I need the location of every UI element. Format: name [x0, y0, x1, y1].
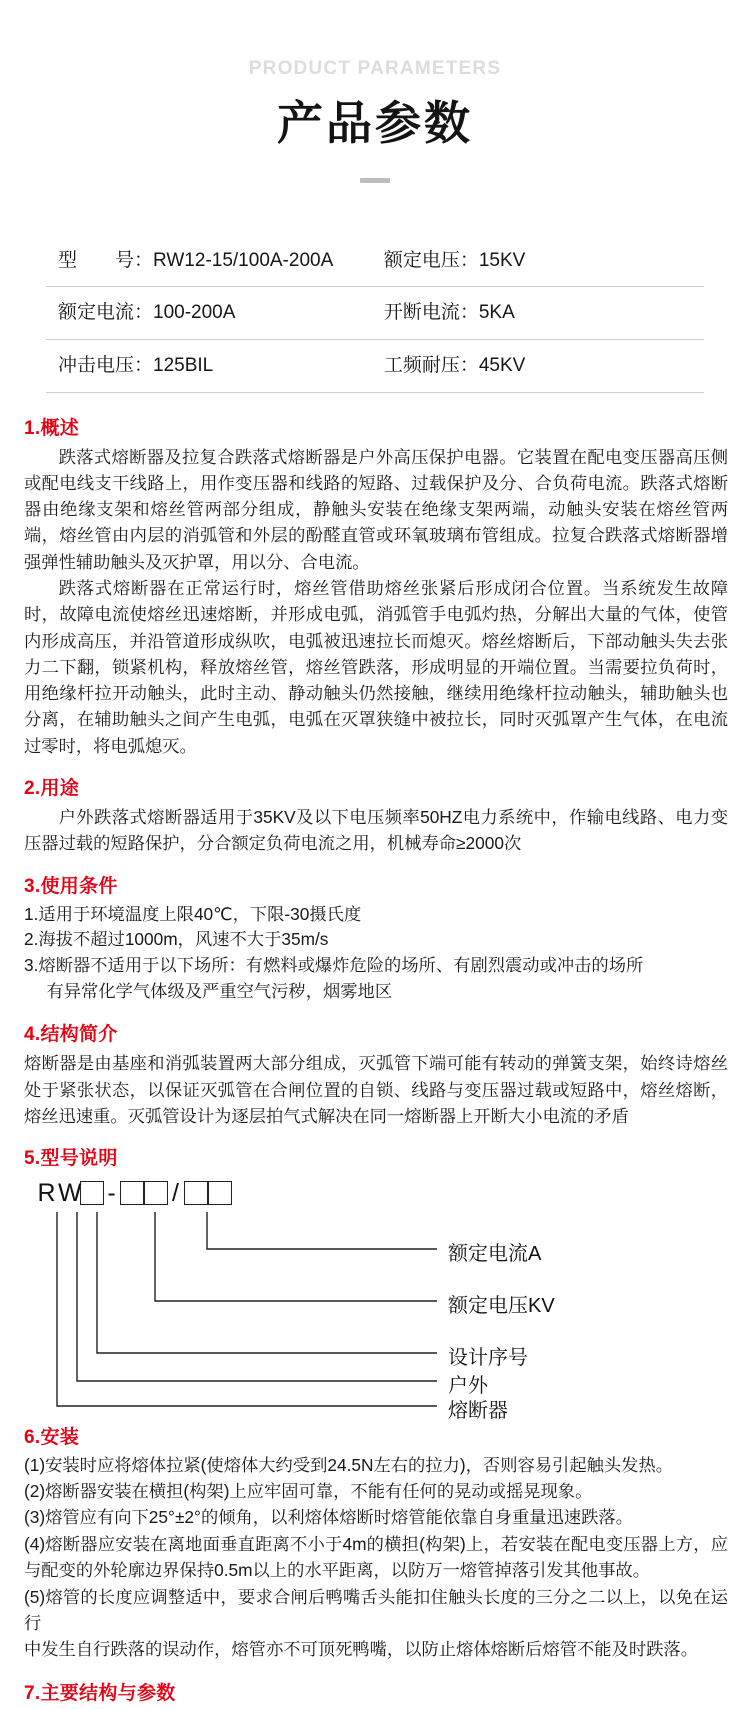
section-1-title: 1.概述 — [24, 417, 80, 439]
section-1-paragraph-1: 跌落式熔断器及拉复合跌落式熔断器是户外高压保护电器。它装置在配电变压器高压侧或配电线支干线路上，用作变压器和线路的短路、过载保护及分、合负荷电流。跌落式熔断器由绝缘支架和熔丝管两部分组成，静触头安装在绝缘支架两端，动触头安装在熔丝管两端，熔丝管由内层的消弧管和外层的酚醛直管或环氧玻璃布管组成。拉复合跌落式熔断器增强弹性辅助触头及灭护罩，用以分、合电流。 — [24, 446, 728, 572]
table-row — [46, 235, 704, 287]
section-3-item-1: 1.适用于环境温度上限40℃，下限-30摄氏度 — [24, 903, 362, 924]
content-body — [0, 413, 750, 1706]
spec-cell-impulse-voltage: 冲击电压：125BIL — [58, 354, 214, 376]
header-eyebrow: PRODUCT PARAMETERS — [248, 58, 502, 79]
section-3-title: 3.使用条件 — [24, 875, 118, 897]
model-code-diagram — [24, 1176, 728, 1423]
section-6-item-1: (1)安装时应将熔体拉紧(使熔体大约受到24.5N左右的拉力)，否则容易引起触头发热。 — [24, 1455, 674, 1476]
model-label-rated-current: 额定电流A — [448, 1243, 542, 1266]
page-header — [0, 0, 750, 183]
section-3-item-3-continuation: 有异常化学气体级及严重空气污秽，烟雾地区 — [46, 981, 393, 1002]
section-6-title: 6.安装 — [24, 1427, 80, 1449]
section-6-item-4: (4)熔断器应安装在离地面垂直距离不小于4m的横担(构架)上，若安装在配电变压器上方，应与配变的外轮廓边界保持0.5m以上的水平距离，以防万一熔管掉落引发其他事故。 — [24, 1533, 728, 1581]
section-2-title: 2.用途 — [24, 777, 80, 799]
section-5-title: 5.型号说明 — [24, 1148, 118, 1170]
section-3-item-2: 2.海拔不超过1000m，风速不大于35m/s — [24, 929, 329, 950]
model-letter-w: W — [58, 1178, 83, 1207]
model-slash: / — [172, 1178, 180, 1207]
section-1-paragraph-2: 跌落式熔断器在正常运行时，熔丝管借助熔丝张紧后形成闭合位置。当系统发生故障时，故障电流使熔丝迅速熔断，并形成电弧，消弧管手电弧灼热，分解出大量的气体，使管内形成高压，并沿管道形成纵吹，电弧被迅速拉长而熄灭。熔丝熔断后，下部动触头失去张力二下翻，锁紧机构，释放熔丝管，熔丝管跌落，形成明显的开端位置。当需要拉负荷时，用绝缘杆拉开动触头，此时主动、静动触头仍然接触，继续用绝缘杆拉动触头，辅助触头也分离，在辅助触头之间产生电弧，电弧在灭罩狭缝中被拉长，同时灭弧罩产生气体，在电流过零时，将电弧熄灭。 — [24, 578, 728, 756]
section-7-title: 7.主要结构与参数 — [24, 1683, 176, 1705]
section-6-item-3: (3)熔管应有向下25°±2°的倾角，以利熔体熔断时熔管能依靠自身重量迅速跌落。 — [24, 1507, 633, 1528]
header-divider — [360, 178, 390, 183]
spec-cell-breaking-current: 开断电流：5KA — [383, 302, 515, 324]
section-2-paragraph-1: 户外跌落式熔断器适用于35KV及以下电压频率50HZ电力系统中，作输电线路、电力变压器过载的短路保护，分合额定负荷电流之用，机械寿命≥2000次 — [24, 806, 728, 854]
model-label-outdoor: 户外 — [448, 1375, 488, 1398]
section-4-paragraph-1: 熔断器是由基座和消弧装置两大部分组成，灭弧管下端可能有转动的弹簧支架，始终诗熔丝处于紧张状态，以保证灭弧管在合闸位置的自锁、线路与变压器过载或短路中，熔丝熔断，熔丝迅速重。灭弧管设计为逐层拍气式解决在同一熔断器上开断大小电流的矛盾 — [24, 1053, 728, 1126]
spec-table — [46, 235, 704, 393]
model-label-design-no: 设计序号 — [448, 1347, 528, 1370]
table-row — [46, 339, 704, 392]
model-leader-lines — [24, 1176, 730, 1408]
page-title: 产品参数 — [277, 96, 473, 149]
section-6-item-2: (2)熔断器安装在横担(构架)上应牢固可靠，不能有任何的晃动或摇晃现象。 — [24, 1481, 593, 1502]
model-letter-r: R — [37, 1178, 57, 1207]
model-label-fuse: 熔断器 — [448, 1400, 508, 1423]
section-6-item-5-continuation: 中发生自行跌落的误动作，熔管亦不可顶死鸭嘴，以防止熔体熔断后熔管不能及时跌落。 — [24, 1639, 698, 1660]
model-dash: - — [107, 1178, 117, 1207]
spec-cell-rated-current: 额定电流：100-200A — [58, 302, 236, 324]
spec-cell-rated-voltage: 额定电压：15KV — [383, 249, 526, 271]
table-row — [46, 287, 704, 340]
spec-cell-model: 型 号：RW12-15/100A-200A — [58, 249, 334, 271]
section-4-title: 4.结构简介 — [24, 1024, 118, 1046]
spec-cell-power-frequency-withstand: 工频耐压：45KV — [383, 354, 526, 376]
section-6-item-5: (5)熔管的长度应调整适中，要求合闸后鸭嘴舌头能扣住触头长度的三分之二以上，以免在运行 — [24, 1586, 728, 1633]
section-3-item-3: 3.熔断器不适用于以下场所：有燃料或爆炸危险的场所、有剧烈震动或冲击的场所 — [24, 955, 644, 976]
model-label-rated-voltage: 额定电压KV — [448, 1295, 555, 1318]
